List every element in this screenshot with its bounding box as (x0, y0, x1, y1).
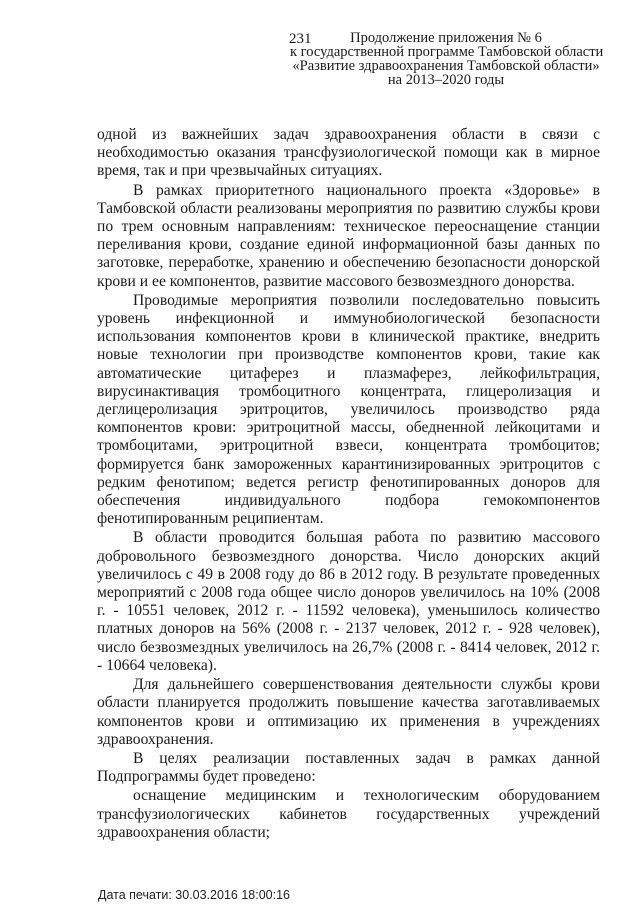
body-paragraph: Проводимые мероприятия позволили последовательно повысить уровень инфекционной и иммунобиологической безопасности использования компонентов крови в клинической практике, внедрить новые технологии при производстве компонентов крови, такие как автоматические цитаферез и плазмаферез, лейкофильтрация, вирусинактивация тромбоцитного концентрата, глицеролизация и деглицеролизация эритроцитов, увеличилось производство ряда компонентов крови: эритроцитной массы, обедненной лейкоцитами и тромбоцитами, эритроцитной взвеси, концентрата тромбоцитов; формируется банк замороженных карантинизированных эритроцитов с редким фенотипом; ведется регистр фенотипированных доноров для обеспечения индивидуального подбора гемокомпонентов фенотипированным реципиентам. (97, 291, 600, 528)
appendix-header-line: Продолжение приложения № 6 (350, 30, 542, 46)
body-paragraph: В целях реализации поставленных задач в рамках данной Подпрограммы будет проведено: (97, 749, 600, 786)
body-paragraph: В области проводится большая работа по развитию массового добровольного безвозмездного донорства. Число донорских акций увеличилось с 49 в 2008 году до 86 в 2012 году. В результате проведенных мероприятий с 2008 года общее число доноров увеличилось на 10% (2008 г. - 10551 человек, 2012 г. - 11592 человека), уменьшилось количество платных доноров на 56% (2008 г. - 2137 человек, 2012 г. - 928 человек), число безвозмездных увеличилось на 26,7% (2008 г. - 8414 человек, 2012 г. - 10664 человека). (97, 529, 600, 674)
appendix-header (290, 31, 602, 87)
appendix-header-line: на 2013–2020 годы (387, 72, 505, 88)
appendix-header-line: к государственной программе Тамбовской области (290, 44, 604, 60)
document-body (97, 126, 600, 842)
page-number: 231 (289, 31, 312, 47)
body-paragraph: одной из важнейших задач здравоохранения области в связи с необходимостью оказания трансфузиологической помощи как в мирное время, так и при чрезвычайных ситуациях. (97, 126, 600, 180)
body-paragraph: Для дальнейшего совершенствования деятельности службы крови области планируется продолжить повышение качества заготавливаемых компонентов крови и оптимизацию их применения в учреждениях здравоохранения. (97, 676, 600, 748)
body-paragraph: оснащение медицинским и технологическим оборудованием трансфузиологических кабинетов государственных учреждений здравоохранения области; (97, 787, 600, 841)
appendix-header-line: «Развитие здравоохранения Тамбовской области» (292, 58, 600, 74)
print-date-footer: Дата печати: 30.03.2016 18:00:16 (98, 888, 290, 902)
body-paragraph: В рамках приоритетного национального проекта «Здоровье» в Тамбовской области реализованы мероприятия по развитию службы крови по трем основным направлениям: техническое переоснащение станции переливания крови, создание единой информационной базы данных по заготовке, переработке, хранению и обеспечению безопасности донорской крови и ее компонентов, развитие массового безвозмездного донорства. (97, 181, 600, 290)
